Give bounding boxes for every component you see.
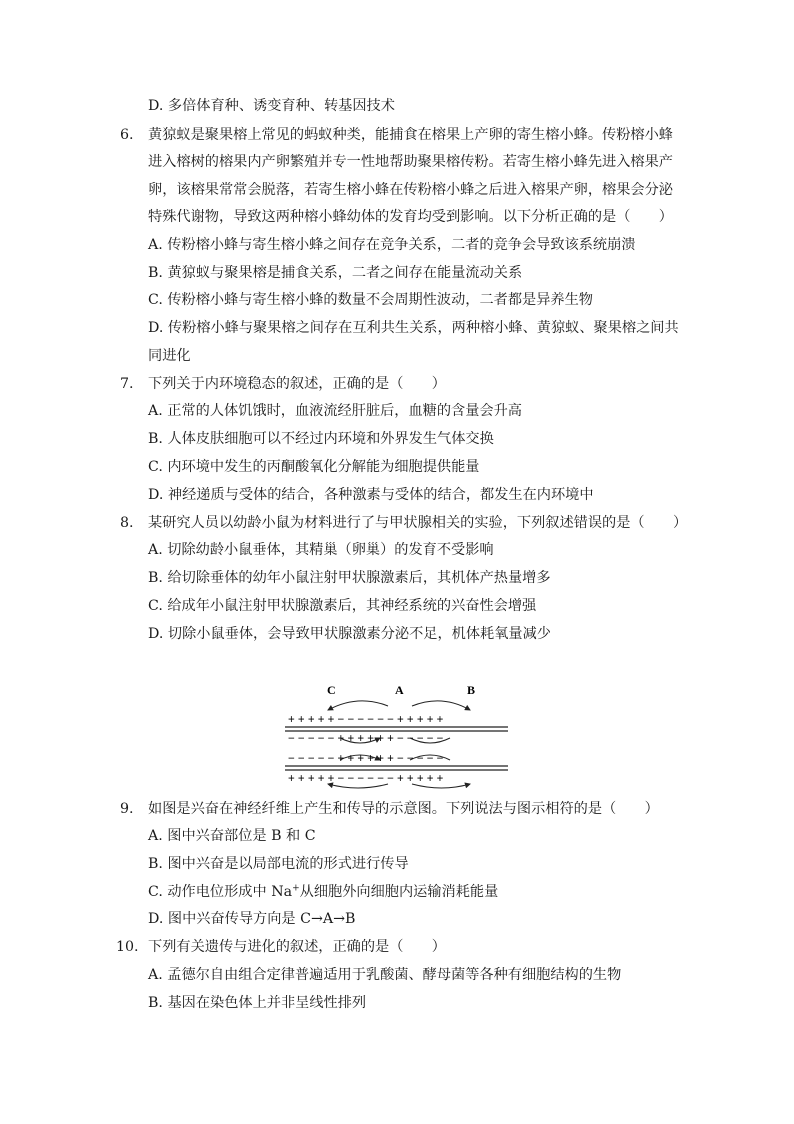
q7-option-d: D. 神经递质与受体的结合，各种激素与受体的结合，都发生在内环境中 bbox=[148, 487, 594, 503]
q6-option-c: C. 传粉榕小蜂与寄生榕小蜂的数量不会周期性波动，二者都是异养生物 bbox=[148, 292, 593, 308]
current-arrow-top-left bbox=[328, 701, 388, 710]
q6-option-a: A. 传粉榕小蜂与寄生榕小蜂之间存在竞争关系，二者的竞争会导致该系统崩溃 bbox=[148, 237, 636, 253]
q6-stem-line-4: 特殊代谢物，导致这两种榕小蜂幼体的发育均受到影响。以下分析正确的是（ ） bbox=[148, 209, 673, 225]
q6-stem-line-1: 黄猄蚁是聚果榕上常见的蚂蚁种类，能捕食在榕果上产卵的寄生榕小蜂。传粉榕小蜂 bbox=[148, 127, 673, 143]
q6-option-d: D. 传粉榕小蜂与聚果榕之间存在互利共生关系，两种榕小蜂、黄猄蚁、聚果榕之间共 bbox=[148, 320, 679, 336]
q6-stem-line-3: 卵，该榕果常常会脱落，若寄生榕小蜂在传粉榕小蜂之后进入榕果产卵，榕果会分泌 bbox=[148, 182, 673, 198]
label-c: C bbox=[327, 683, 336, 697]
q7-stem: 下列关于内环境稳态的叙述，正确的是（ ） bbox=[148, 376, 446, 392]
q9-option-c bbox=[148, 882, 498, 902]
q9-number: 9. bbox=[120, 801, 134, 817]
q6-number: 6. bbox=[120, 127, 134, 143]
q9-option-c-post: 从细胞外向细胞内运输消耗能量 bbox=[299, 884, 499, 900]
q5-option-d: D. 多倍体育种、诱变育种、转基因技术 bbox=[148, 98, 395, 114]
q7-option-b: B. 人体皮肤细胞可以不经过内环境和外界发生气体交换 bbox=[148, 431, 494, 447]
q9-option-b: B. 图中兴奋是以局部电流的形式进行传导 bbox=[148, 856, 409, 872]
q6-stem-line-2: 进入榕树的榕果内产卵繁殖并专一性地帮助聚果榕传粉。若寄生榕小蜂先进入榕果产 bbox=[148, 154, 673, 170]
q10-number: 10. bbox=[116, 939, 139, 955]
q8-stem: 某研究人员以幼龄小鼠为材料进行了与甲状腺相关的实验，下列叙述错误的是（ ） bbox=[148, 515, 688, 531]
q7-option-a: A. 正常的人体饥饿时，血液流经肝脏后，血糖的含量会升高 bbox=[148, 403, 522, 419]
q8-option-d: D. 切除小鼠垂体，会导致甲状腺激素分泌不足，机体耗氧量减少 bbox=[148, 626, 551, 642]
q10-option-a: A. 孟德尔自由组合定律普遍适用于乳酸菌、酵母菌等各种有细胞结构的生物 bbox=[148, 967, 622, 983]
q8-option-c: C. 给成年小鼠注射甲状腺激素后，其神经系统的兴奋性会增强 bbox=[148, 598, 537, 614]
q8-option-a: A. 切除幼龄小鼠垂体，其精巢（卵巢）的发育不受影响 bbox=[148, 542, 494, 558]
q10-stem: 下列有关遗传与进化的叙述，正确的是（ ） bbox=[148, 939, 446, 955]
q7-number: 7. bbox=[120, 376, 134, 392]
current-arrow-top-right bbox=[412, 701, 470, 710]
q9-option-a: A. 图中兴奋部位是 B 和 C bbox=[148, 828, 316, 844]
charge-row-4: + + + + + − − − − − − + + + + + bbox=[288, 773, 444, 785]
q8-number: 8. bbox=[120, 515, 134, 531]
label-b: B bbox=[467, 683, 476, 697]
q9-stem: 如图是兴奋在神经纤维上产生和传导的示意图。下列说法与图示相符的是（ ） bbox=[148, 801, 659, 817]
charge-row-2: − − − − − + + + + + + − − − − − bbox=[288, 733, 444, 745]
q8-option-b: B. 给切除垂体的幼年小鼠注射甲状腺激素后，其机体产热量增多 bbox=[148, 570, 551, 586]
charge-row-3: − − − − − + + + + + + − − − − − bbox=[288, 753, 444, 765]
q6-option-b: B. 黄猄蚁与聚果榕是捕食关系，二者之间存在能量流动关系 bbox=[148, 265, 523, 281]
q9-option-d: D. 图中兴奋传导方向是 C→A→B bbox=[148, 911, 356, 927]
q10-option-b: B. 基因在染色体上并非呈线性排列 bbox=[148, 995, 367, 1011]
charge-row-1: + + + + + − − − − − − + + + + + bbox=[288, 714, 444, 726]
q9-option-c-sup: + bbox=[292, 883, 300, 894]
q6-option-d-cont: 同进化 bbox=[148, 348, 191, 364]
q7-option-c: C. 内环境中发生的丙酮酸氧化分解能为细胞提供能量 bbox=[148, 459, 480, 475]
nerve-fiber-diagram bbox=[270, 680, 520, 790]
q9-option-c-pre: C. 动作电位形成中 Na bbox=[148, 884, 293, 900]
label-a: A bbox=[395, 683, 404, 697]
